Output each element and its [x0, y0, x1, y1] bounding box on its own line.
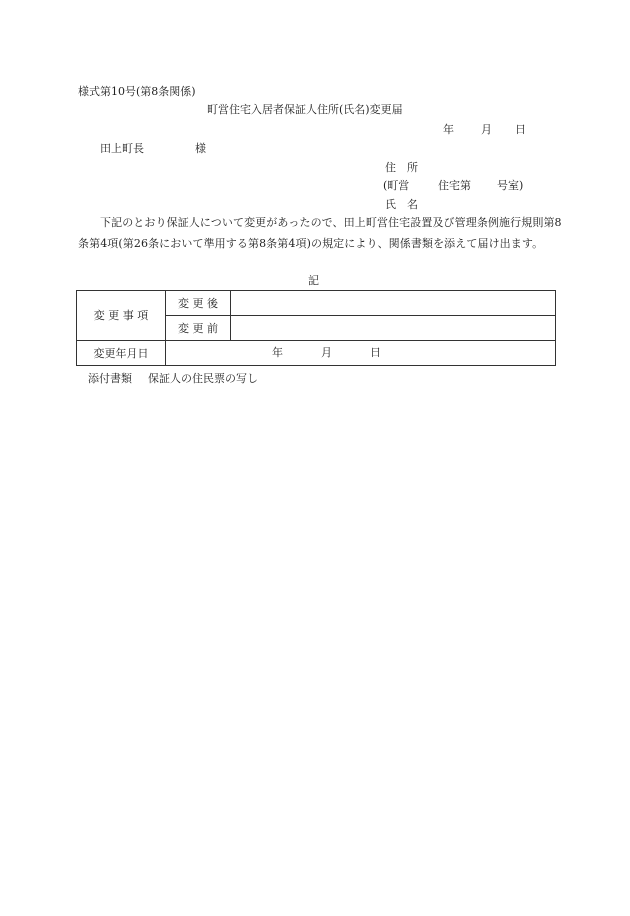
name-label: 氏 名: [385, 198, 418, 211]
attachment-value: 保証人の住民票の写し: [148, 372, 258, 385]
attachment-label: 添付書類: [88, 372, 132, 385]
change-date-day: 日: [370, 346, 381, 359]
table-row: [77, 291, 556, 316]
change-date-month: 月: [321, 346, 332, 359]
addressee-name: 田上町長: [100, 142, 144, 155]
form-number: 様式第10号(第8条関係): [78, 85, 196, 98]
change-date-field[interactable]: [166, 341, 556, 366]
address-label: 住 所: [385, 161, 418, 174]
after-value-field[interactable]: [231, 291, 556, 316]
unit-middle: 住宅第: [438, 179, 471, 192]
change-item-label: 変 更 事 項: [77, 291, 166, 341]
unit-suffix: 号室): [497, 179, 524, 192]
ki-label: 記: [308, 274, 319, 287]
before-label: 変 更 前: [166, 316, 231, 341]
date-month-label: 月: [481, 123, 492, 136]
date-year-label: 年: [443, 123, 454, 136]
body-paragraph: 下記のとおり保証人について変更があったので、田上町営住宅設置及び管理条例施行規則第8条第4項(第26条において準用する第8条第4項)の規定により、関係書類を添えて届け出ます。: [78, 216, 562, 250]
before-value-field[interactable]: [231, 316, 556, 341]
unit-prefix: (町営: [383, 179, 410, 192]
change-date-year: 年: [272, 346, 283, 359]
addressee-honorific: 様: [195, 142, 206, 155]
table-row: [77, 341, 556, 366]
after-label: 変 更 後: [166, 291, 231, 316]
document-title: 町営住宅入居者保証人住所(氏名)変更届: [207, 103, 403, 116]
change-table: [76, 290, 556, 366]
date-day-label: 日: [515, 123, 526, 136]
change-date-label: 変更年月日: [77, 341, 166, 366]
